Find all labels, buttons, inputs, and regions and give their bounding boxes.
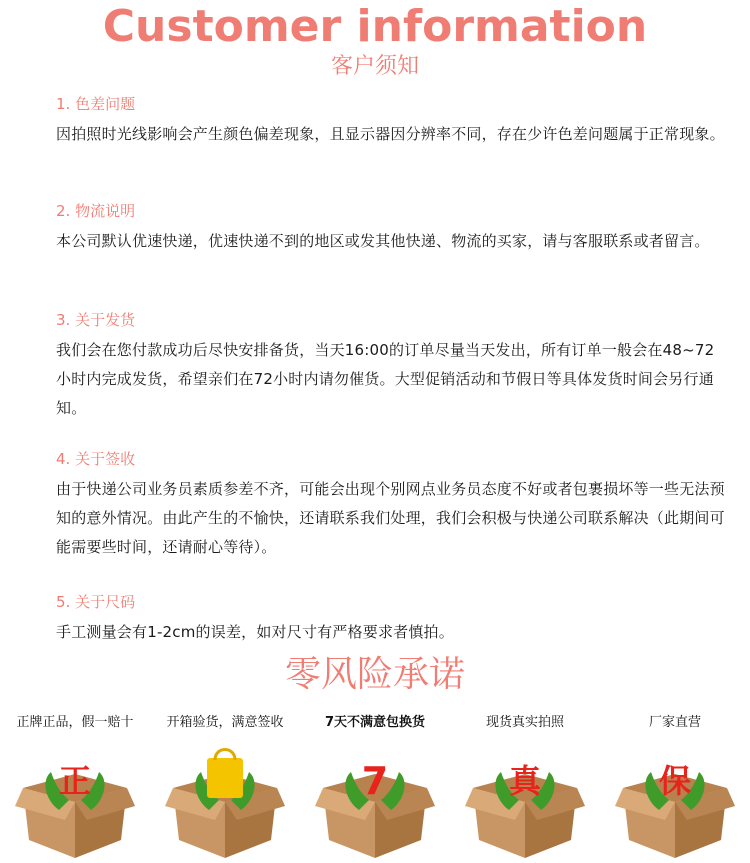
section-body: 因拍照时光线影响会产生颜色偏差现象，且显示器因分辨率不同，存在少许色差问题属于正常现象。	[56, 125, 725, 143]
page-title: Customer information	[102, 1, 648, 52]
badge-label: 7天不满意包换货	[324, 715, 426, 730]
badge-exchange	[300, 714, 450, 863]
section-body: 手工测量会有1-2cm的误差，如对尺寸有严格要求者慎拍。	[56, 623, 454, 641]
section-title: 4. 关于签收	[56, 450, 136, 468]
section-logistics	[56, 200, 726, 256]
section-size	[56, 591, 726, 647]
box-hands-icon	[465, 740, 585, 860]
page-subtitle: 客户须知	[330, 54, 419, 79]
shopping-bag-icon	[165, 740, 285, 860]
section-color-difference	[56, 93, 726, 149]
badge-glyph: 7	[361, 759, 389, 803]
badge-label: 开箱验货，满意签收	[166, 715, 284, 730]
badge-genuine	[0, 714, 150, 863]
section-shipping	[56, 309, 726, 423]
section-title: 5. 关于尺码	[56, 593, 136, 611]
section-title: 2. 物流说明	[56, 202, 136, 220]
badge-label: 厂家直营	[648, 715, 701, 730]
badge-label: 正牌正品，假一赔十	[16, 715, 134, 730]
section-receipt	[56, 448, 726, 562]
box-hands-icon	[615, 740, 735, 860]
promise-badges	[0, 714, 750, 863]
section-body: 我们会在您付款成功后尽快安排备货，当天16:00的订单尽量当天发出，所有订单一般会在48~72小时内完成发货，希望亲们在72小时内请勿催货。大型促销活动和节假日等具体发货时间会另行通知。	[56, 341, 715, 417]
section-body: 本公司默认优速快递，优速快递不到的地区或发其他快递、物流的买家，请与客服联系或者留言。	[56, 232, 710, 250]
badge-label: 现货真实拍照	[485, 715, 564, 730]
badge-glyph: 保	[658, 762, 692, 800]
section-body: 由于快递公司业务员素质参差不齐，可能会出现个别网点业务员态度不好或者包裹损坏等一些无法预知的意外情况。由此产生的不愉快，还请联系我们处理，我们会积极与快递公司联系解决（此期间可能需要些时间，还请耐心等待）。	[56, 480, 725, 556]
section-title: 1. 色差问题	[56, 95, 136, 113]
box-hands-icon	[15, 740, 135, 860]
promise-title: 零风险承诺	[284, 654, 465, 695]
badge-glyph: 真	[508, 762, 542, 800]
box-hands-icon	[315, 740, 435, 860]
section-title: 3. 关于发货	[56, 311, 136, 329]
badge-real-photo	[450, 714, 600, 863]
badge-inspect	[150, 714, 300, 863]
badge-factory	[600, 714, 750, 863]
badge-glyph: 正	[58, 762, 92, 800]
